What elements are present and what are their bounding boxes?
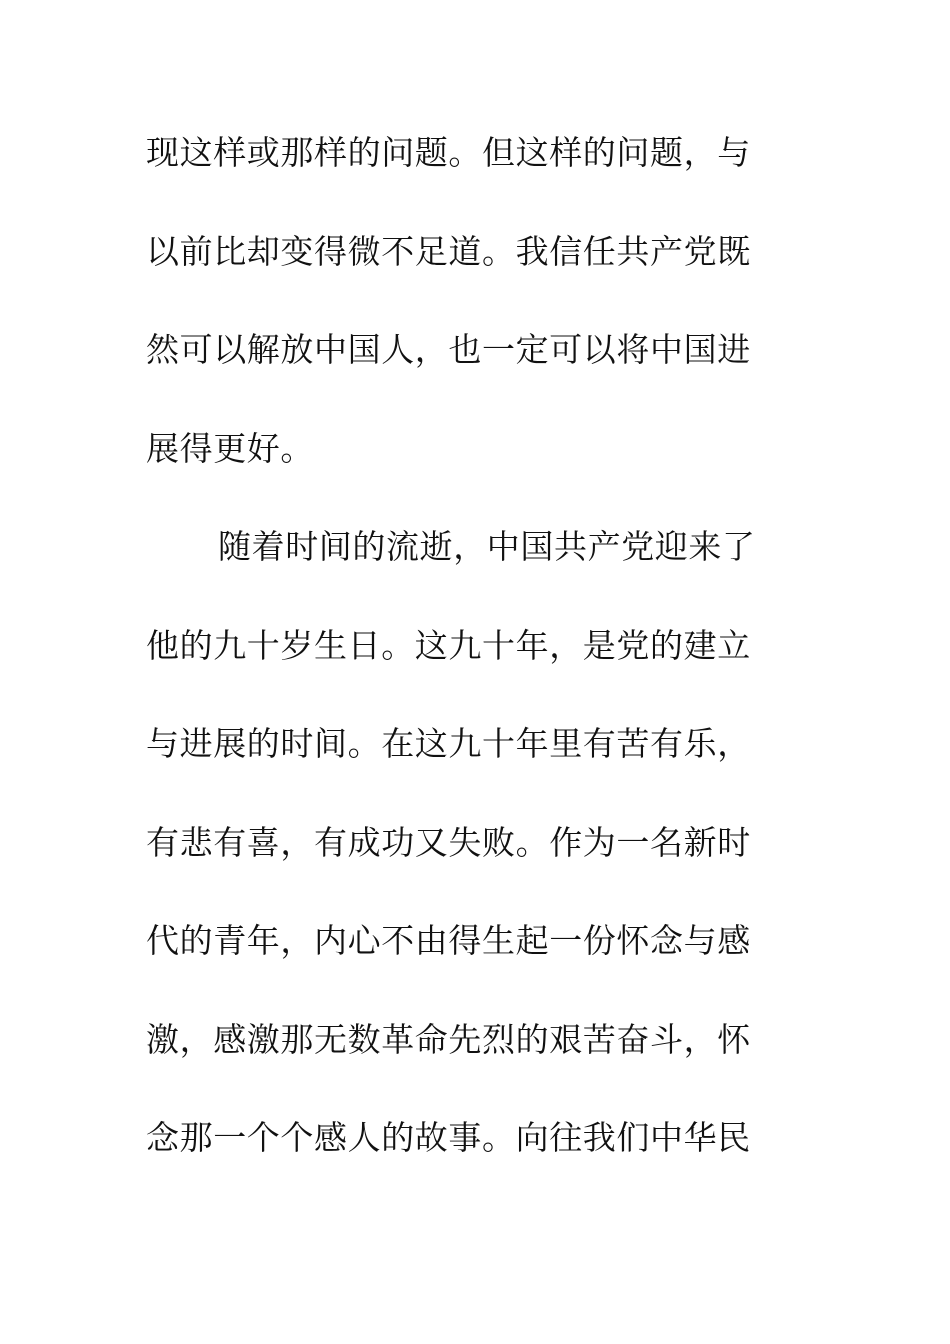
paragraph-start-line: 随着时间的流逝，中国共产党迎来了 xyxy=(218,527,756,566)
text-line-1: 现这样或那样的问题。但这样的问题，与 xyxy=(146,133,751,172)
text-line-6: 他的九十岁生日。这九十年，是党的建立 xyxy=(146,625,751,665)
text-line-10: 激，感激那无数革命先烈的艰苦奋斗，怀 xyxy=(146,1019,751,1059)
text-line-7: 与进展的时间。在这九十年里有苦有乐， xyxy=(146,724,751,763)
text-line-8: 有悲有喜，有成功又失败。作为一名新时 xyxy=(146,822,751,862)
text-line-9: 代的青年，内心不由得生起一份怀念与感 xyxy=(146,921,751,960)
text-line-2: 以前比却变得微不足道。我信任共产党既 xyxy=(146,231,751,271)
text-line-3: 然可以解放中国人，也一定可以将中国进 xyxy=(146,330,751,369)
body-text xyxy=(146,128,806,1212)
text-line-4: 展得更好。 xyxy=(146,428,314,468)
text-line-11: 念那一个个感人的故事。向往我们中华民 xyxy=(146,1118,751,1157)
